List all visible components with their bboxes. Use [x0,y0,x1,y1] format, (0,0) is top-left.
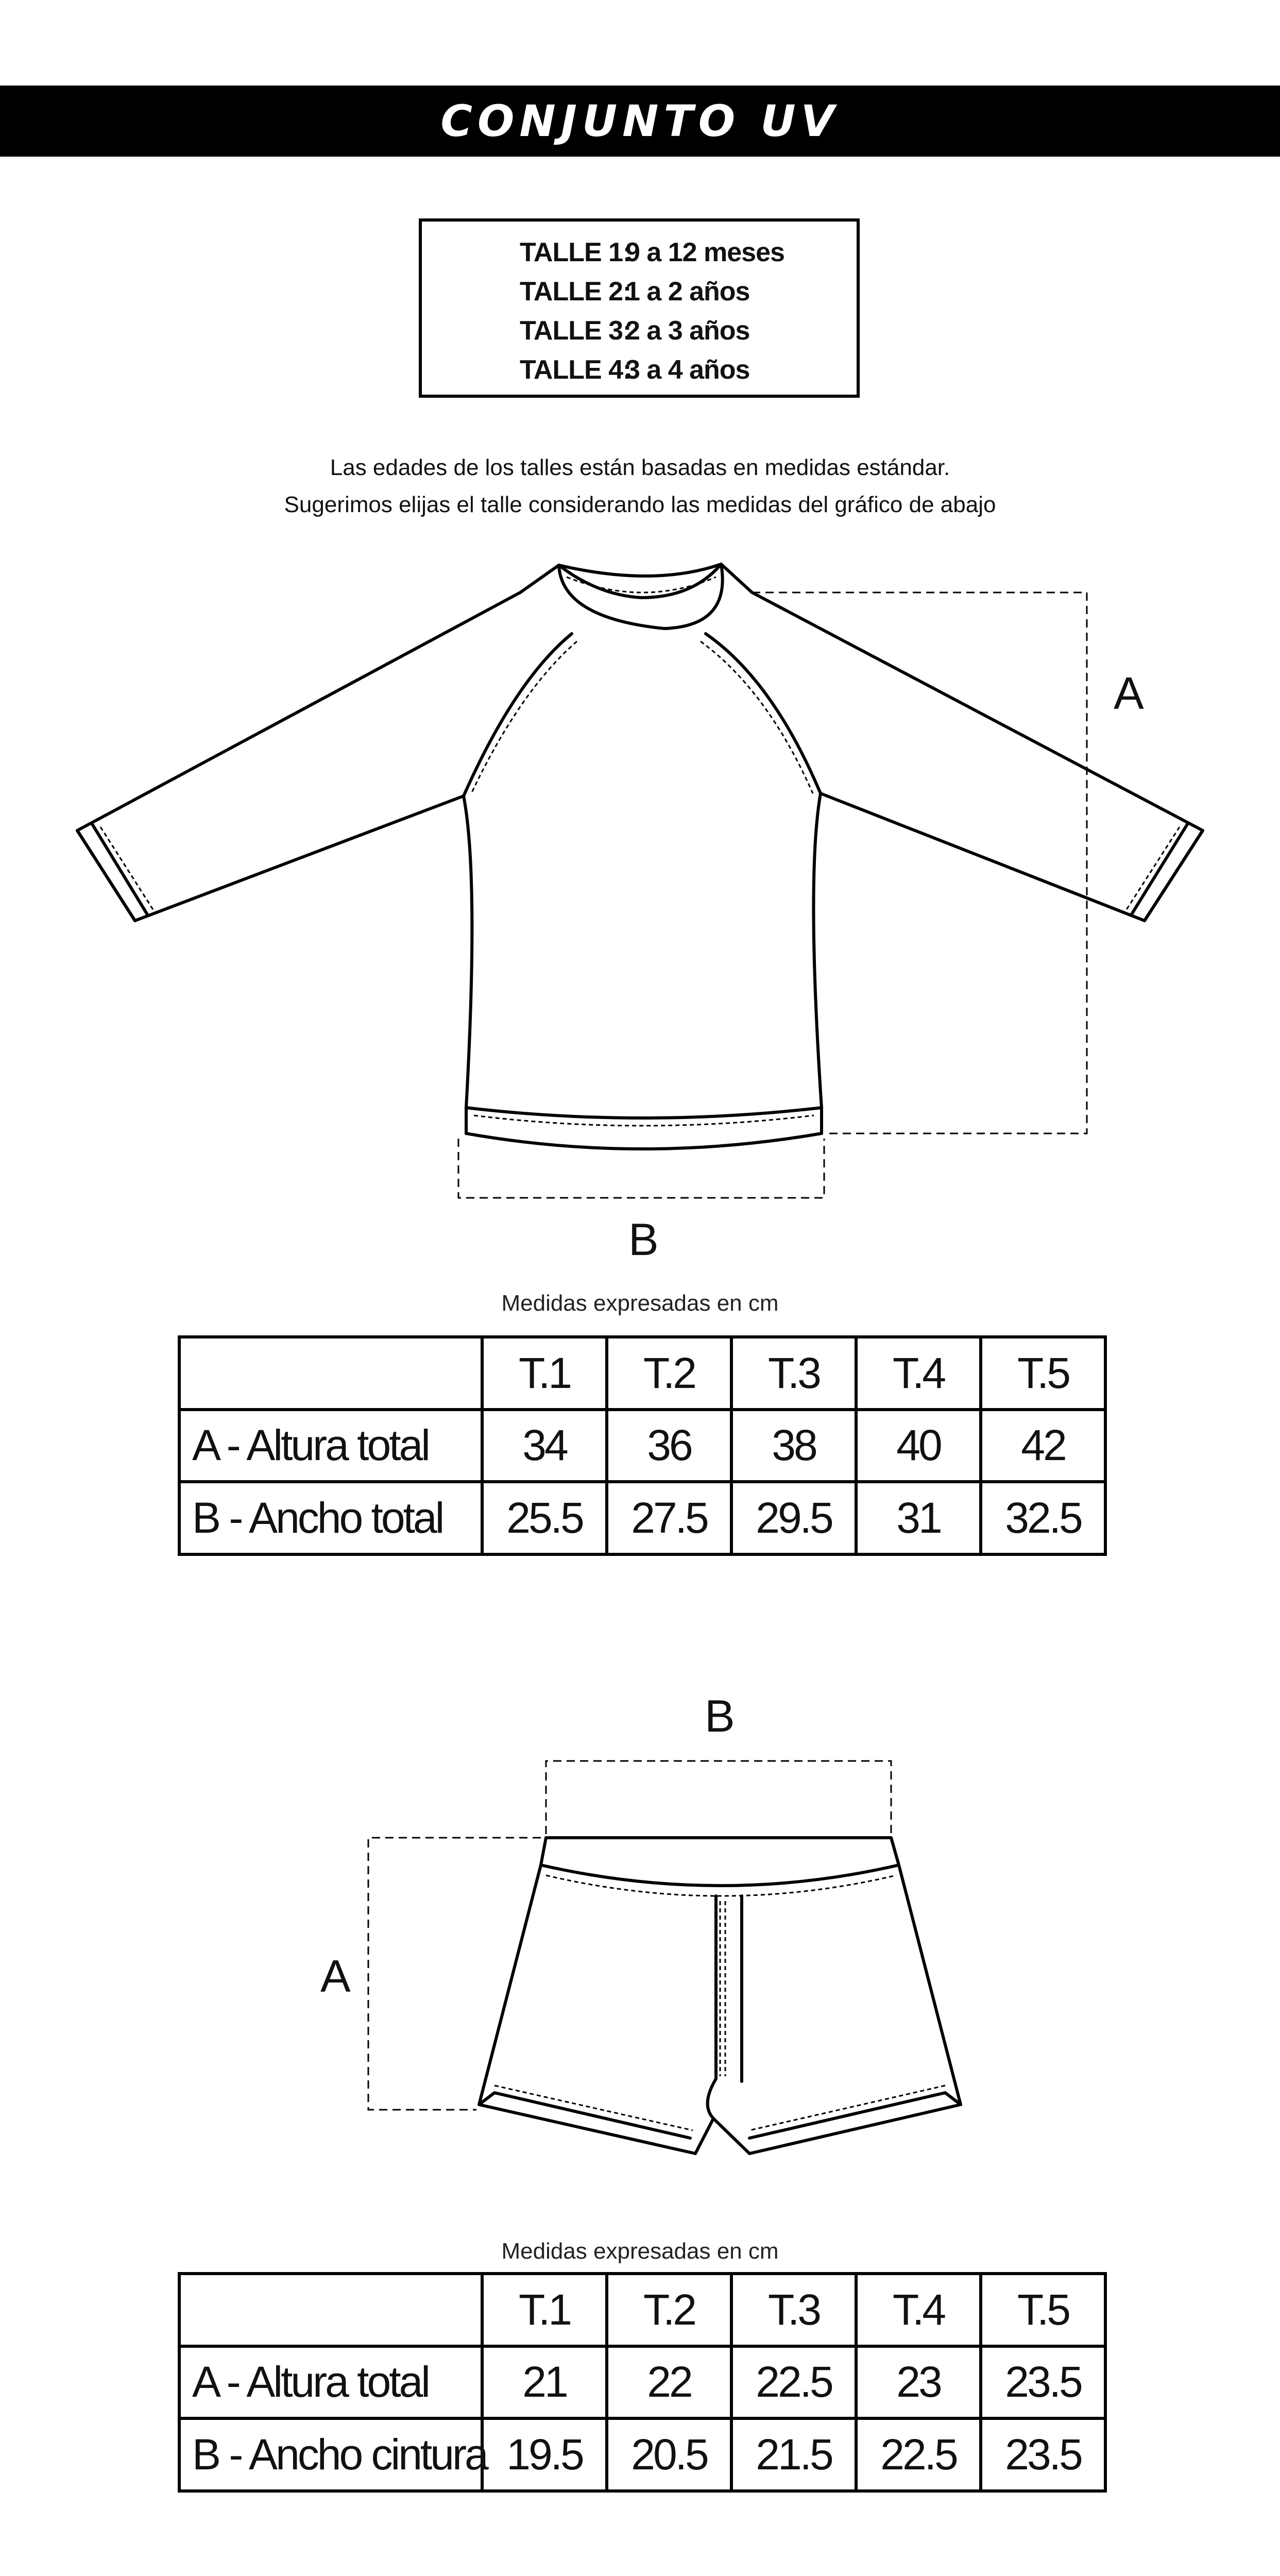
size-label: TALLE 4: [520,355,632,385]
table-cell: 21 [482,2346,607,2419]
table-row [179,1337,1105,1410]
size-range: 1 a 2 años [625,277,750,307]
note-line-1: Las edades de los talles están basadas en medidas estándar. [330,455,950,480]
table-cell: 22.5 [856,2418,981,2491]
shirt-dimension-a [752,592,1087,1133]
table-cell: 21.5 [731,2418,856,2491]
table-header-cell: T.1 [482,2274,607,2346]
shirt-caption: Medidas expresadas en cm [501,1291,779,1316]
table-header-cell: T.2 [607,1337,731,1410]
table-header-cell: T.5 [981,1337,1105,1410]
shorts-dimension-b [546,1761,891,1834]
table-cell: 29.5 [731,1482,856,1554]
shorts-caption: Medidas expresadas en cm [501,2239,779,2264]
table-row-label: A - Altura total [179,2346,482,2419]
table-cell: 25.5 [482,1482,607,1554]
shorts-label-b: B [705,1690,735,1741]
size-range: 3 a 4 años [625,355,750,385]
table-cell: 34 [482,1410,607,1482]
table-cell: 22.5 [731,2346,856,2419]
table-cell: 36 [607,1410,731,1482]
table-header-cell: T.1 [482,1337,607,1410]
shorts-label-a: A [320,1951,351,2002]
table-cell: 20.5 [607,2418,731,2491]
note-line-2: Sugerimos elijas el talle considerando las medidas del gráfico de abajo [284,492,996,517]
table-row [179,2418,1105,2491]
table-cell: 19.5 [482,2418,607,2491]
table-cell: 32.5 [981,1482,1105,1554]
table-row-label: B - Ancho total [179,1482,482,1554]
size-label: TALLE 3: [520,316,632,346]
table-cell: 40 [856,1410,981,1482]
shorts-illustration [0,1700,1280,2190]
table-header-cell: T.4 [856,2274,981,2346]
table-header-cell: T.2 [607,2274,731,2346]
size-range: 9 a 12 meses [625,238,784,267]
shorts-size-table [178,2272,1107,2493]
table-row [179,2274,1105,2346]
table-cell: 31 [856,1482,981,1554]
table-row [179,1410,1105,1482]
table-header-cell [179,1337,482,1410]
shorts-dimension-a [368,1838,541,2110]
table-cell: 23 [856,2346,981,2419]
table-row [179,1482,1105,1554]
table-cell: 27.5 [607,1482,731,1554]
shirt-size-table [178,1335,1107,1556]
table-cell: 22 [607,2346,731,2419]
table-cell: 23.5 [981,2418,1105,2491]
page-title: CONJUNTO UV [440,96,840,146]
shirt-label-b: B [628,1214,659,1265]
table-row-label: A - Altura total [179,1410,482,1482]
shorts-waistband [541,1838,899,1886]
table-header-cell: T.4 [856,1337,981,1410]
shirt-body [77,564,1203,1149]
table-cell: 42 [981,1410,1105,1482]
table-header-cell: T.3 [731,1337,856,1410]
table-row [179,2346,1105,2419]
size-label: TALLE 2: [520,277,632,307]
table-cell: 23.5 [981,2346,1105,2419]
table-row-label: B - Ancho cintura [179,2418,482,2491]
size-label: TALLE 1: [520,238,632,267]
table-header-cell [179,2274,482,2346]
table-cell: 38 [731,1410,856,1482]
size-range: 2 a 3 años [625,316,750,346]
table-header-cell: T.5 [981,2274,1105,2346]
table-header-cell: T.3 [731,2274,856,2346]
shirt-label-a: A [1114,668,1144,719]
